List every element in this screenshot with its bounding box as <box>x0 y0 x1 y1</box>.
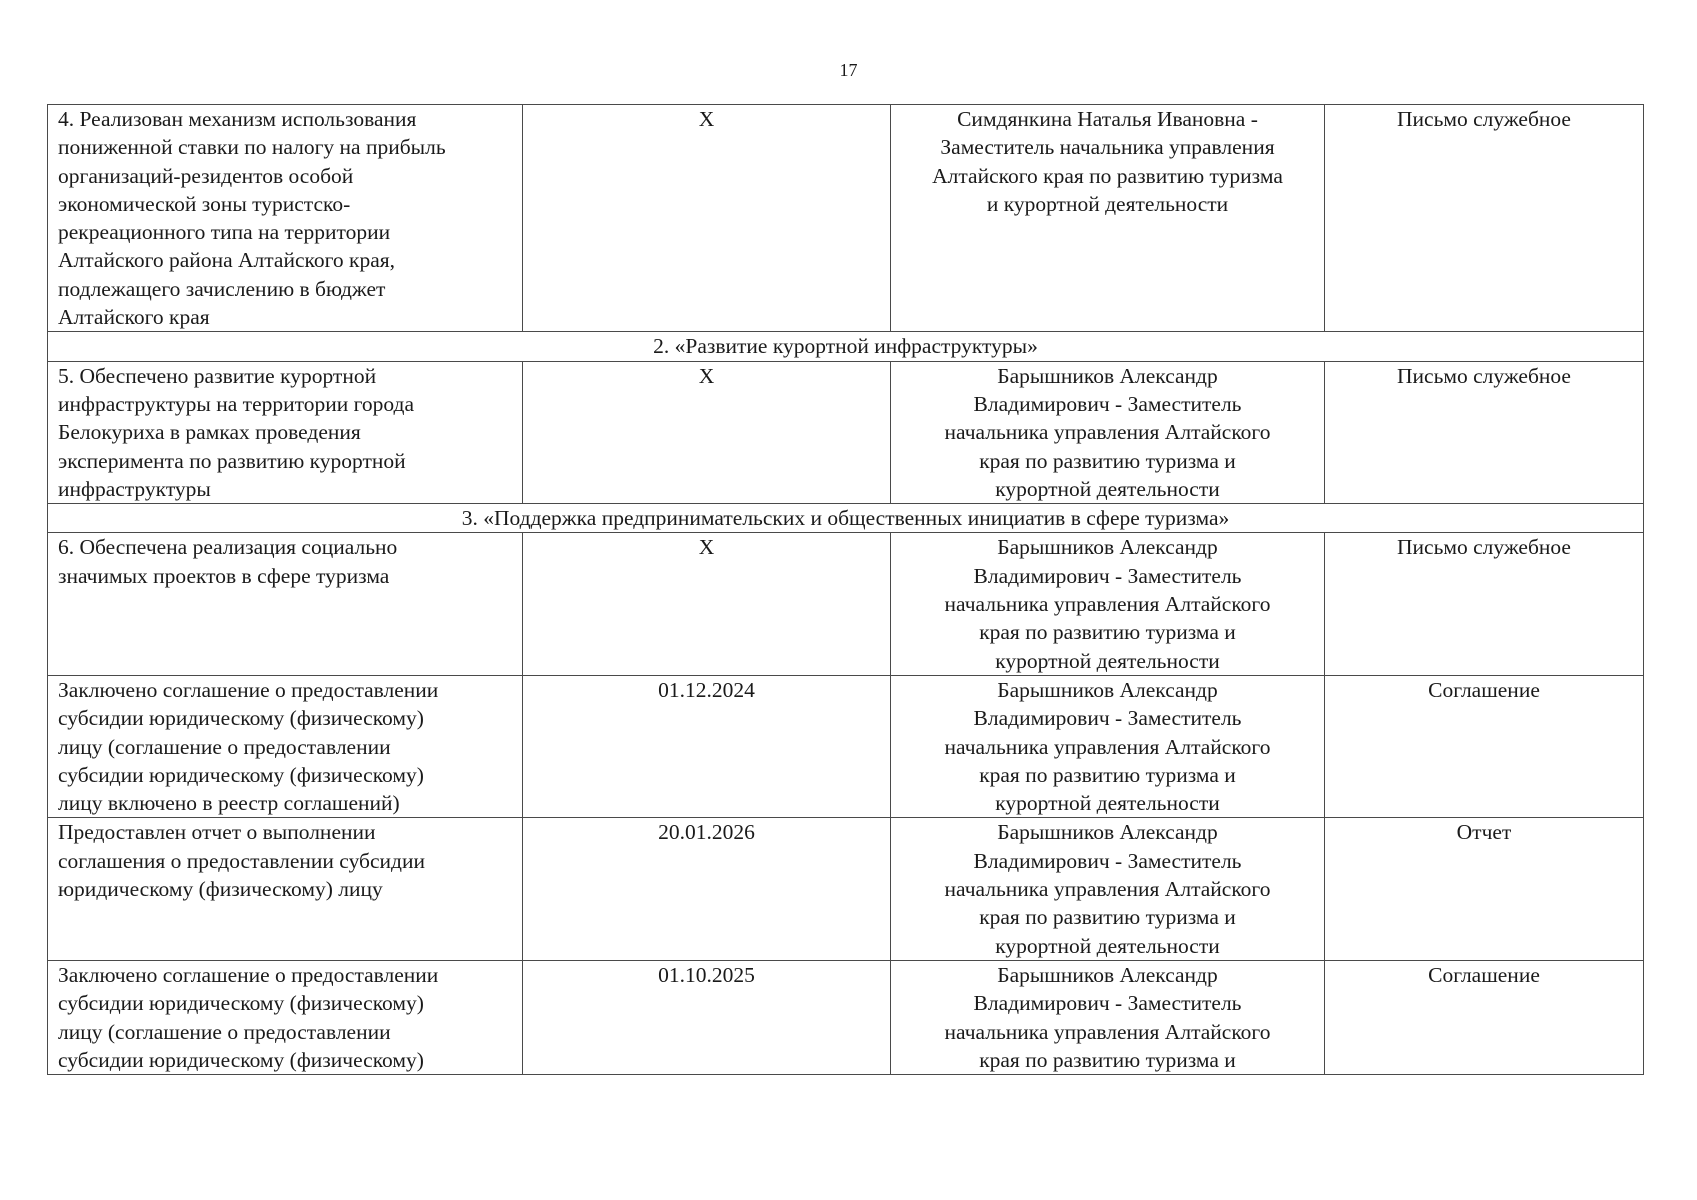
section-heading: 2. «Развитие курортной инфраструктуры» <box>48 332 1644 361</box>
table-row <box>48 361 1644 503</box>
document-cell: Соглашение <box>1325 960 1644 1074</box>
document-cell: Письмо служебное <box>1325 533 1644 675</box>
section-heading: 3. «Поддержка предпринимательских и общественных инициатив в сфере туризма» <box>48 504 1644 533</box>
table-row <box>48 818 1644 960</box>
section-row <box>48 332 1644 361</box>
responsible-cell: Барышников Александр Владимирович - Заместитель начальника управления Алтайского края по развитию туризма и курортной деятельности <box>891 361 1325 503</box>
table-row <box>48 105 1644 332</box>
table-row <box>48 675 1644 817</box>
responsible-cell: Барышников Александр Владимирович - Заместитель начальника управления Алтайского края по развитию туризма и <box>891 960 1325 1074</box>
responsible-cell: Барышников Александр Владимирович - Заместитель начальника управления Алтайского края по развитию туризма и курортной деятельности <box>891 533 1325 675</box>
table-row <box>48 533 1644 675</box>
date-cell: X <box>523 533 891 675</box>
table-row <box>48 960 1644 1074</box>
page-number: 17 <box>839 60 858 80</box>
event-cell: Заключено соглашение о предоставлении субсидии юридическому (физическому) лицу (соглашение о предоставлении субсидии юридическому (физическому) лицу включено в реестр соглашений) <box>48 675 523 817</box>
section-row <box>48 504 1644 533</box>
responsible-cell: Симдянкина Наталья Ивановна - Заместитель начальника управления Алтайского края по развитию туризма и курортной деятельности <box>891 105 1325 332</box>
date-cell: 01.10.2025 <box>523 960 891 1074</box>
event-cell: 4. Реализован механизм использования пониженной ставки по налогу на прибыль организаций-резидентов особой экономической зоны туристско- рекреационного типа на территории Алтайского района Алтайского края, подлежащего зачислению в бюджет Алтайского края <box>48 105 523 332</box>
event-cell: 5. Обеспечено развитие курортной инфраструктуры на территории города Белокуриха в рамках проведения эксперимента по развитию курортной инфраструктуры <box>48 361 523 503</box>
date-cell: X <box>523 105 891 332</box>
document-cell: Письмо служебное <box>1325 105 1644 332</box>
date-cell: X <box>523 361 891 503</box>
event-cell: 6. Обеспечена реализация социально значимых проектов в сфере туризма <box>48 533 523 675</box>
responsible-cell: Барышников Александр Владимирович - Заместитель начальника управления Алтайского края по развитию туризма и курортной деятельности <box>891 675 1325 817</box>
document-cell: Отчет <box>1325 818 1644 960</box>
event-cell: Предоставлен отчет о выполнении соглашения о предоставлении субсидии юридическому (физическому) лицу <box>48 818 523 960</box>
control-points-table <box>47 104 1644 1075</box>
event-cell: Заключено соглашение о предоставлении субсидии юридическому (физическому) лицу (соглашение о предоставлении субсидии юридическому (физическому) <box>48 960 523 1074</box>
date-cell: 01.12.2024 <box>523 675 891 817</box>
responsible-cell: Барышников Александр Владимирович - Заместитель начальника управления Алтайского края по развитию туризма и курортной деятельности <box>891 818 1325 960</box>
date-cell: 20.01.2026 <box>523 818 891 960</box>
document-cell: Соглашение <box>1325 675 1644 817</box>
document-cell: Письмо служебное <box>1325 361 1644 503</box>
